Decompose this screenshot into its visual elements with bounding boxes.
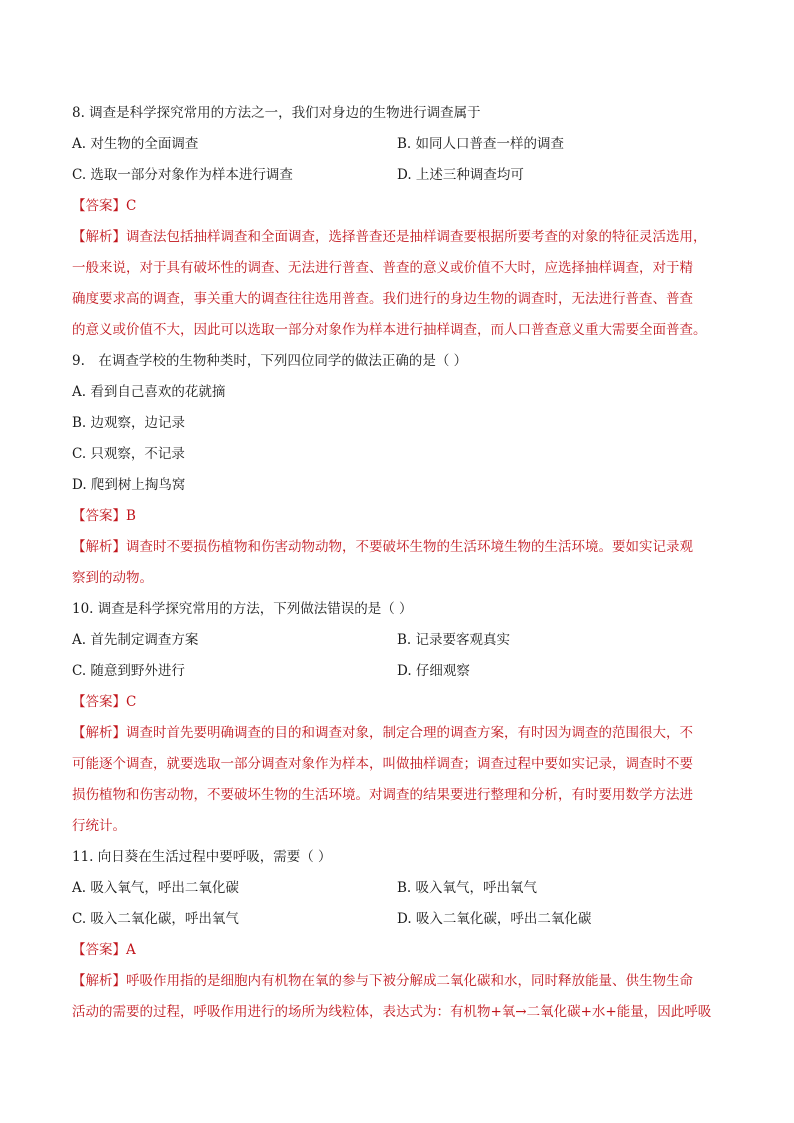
q11-answer [72,935,722,966]
q8-option-b: B. 如同人口普查一样的调查 [397,136,565,152]
analysis-line: 确度要求高的调查，事关重大的调查往往选用普查。我们进行的身边生物的调查时，无法进行普查、普查 [72,291,693,307]
q9-option-b: B. 边观察，边记录 [72,415,186,431]
q9-option-a: A. 看到自己喜欢的花就摘 [72,384,226,400]
q8-option-d: D. 上述三种调查均可 [397,167,524,183]
answer-value: C [126,694,137,710]
analysis-line: 损伤植物和伤害动物，不要破坏生物的生活环境。对调查的结果要进行整理和分析，有时要用数学方法进 [72,787,693,803]
q11-options-row-1 [72,873,722,904]
analysis-line: 的意义或价值不大，因此可以选取一部分对象作为样本进行抽样调查，而人口普查意义重大需要全面普查。 [72,322,707,338]
q9-option-d: D. 爬到树上掏鸟窝 [72,477,186,493]
q8-stem: 8. 调查是科学探究常用的方法之一，我们对身边的生物进行调查属于 [72,105,481,121]
answer-value: B [126,508,136,524]
q8-option-a: A. 对生物的全面调查 [72,136,199,152]
q8-analysis [72,222,722,346]
q8-option-c: C. 选取一部分对象作为样本进行调查 [72,167,293,183]
q11-option-c: C. 吸入二氧化碳，呼出氧气 [72,911,239,927]
q10-option-c: C. 随意到野外进行 [72,663,185,679]
q10-stem: 10. 调查是科学探究常用的方法，下列做法错误的是（ ） [72,601,413,617]
document-page [72,98,722,1028]
q10-analysis [72,718,722,842]
q11-option-d: D. 吸入二氧化碳，呼出二氧化碳 [397,911,592,927]
analysis-line: 行统计。 [72,818,126,834]
q11-options-row-2 [72,904,722,935]
analysis-tag: 【解析】 [72,229,126,245]
q8-options-row-2 [72,160,722,191]
answer-value: A [126,942,136,958]
answer-tag: 【答案】 [72,942,126,958]
answer-tag: 【答案】 [72,198,126,214]
q10-options-row-2 [72,656,722,687]
q10-option-d: D. 仔细观察 [397,663,470,679]
answer-value: C [126,198,137,214]
q9-option-c: C. 只观察，不记录 [72,446,185,462]
answer-tag: 【答案】 [72,694,126,710]
q8-options-row-1 [72,129,722,160]
q11-stem: 11. 向日葵在生活过程中要呼吸，需要（ ） [72,849,332,865]
q11-option-b: B. 吸入氧气，呼出氧气 [397,880,538,896]
q10-option-a: A. 首先制定调查方案 [72,632,199,648]
analysis-line: 察到的动物。 [72,570,153,586]
answer-tag: 【答案】 [72,508,126,524]
q8-answer [72,191,722,222]
q9-stem: 9. 在调查学校的生物种类时，下列四位同学的做法正确的是（ ） [72,353,468,369]
analysis-tag: 【解析】 [72,539,126,555]
q10-answer [72,687,722,718]
analysis-line: 可能逐个调查，就要选取一部分调查对象作为样本，叫做抽样调查；调查过程中要如实记录，调查时不要 [72,756,693,772]
q11-analysis [72,966,722,1028]
analysis-line: 活动的需要的过程，呼吸作用进行的场所为线粒体，表达式为：有机物+氧→二氧化碳+水+能量，因此呼吸 [72,1004,712,1020]
q11-option-a: A. 吸入氧气，呼出二氧化碳 [72,880,239,896]
q9-answer [72,501,722,532]
q10-option-b: B. 记录要客观真实 [397,632,511,648]
analysis-line: 【解析】呼吸作用指的是细胞内有机物在氧的参与下被分解成二氧化碳和水，同时释放能量、供生物生命 [72,973,693,989]
q9-analysis [72,532,722,594]
q10-options-row-1 [72,625,722,656]
analysis-line: 【解析】调查时不要损伤植物和伤害动物动物，不要破坏生物的生活环境生物的生活环境。要如实记录观 [72,539,693,555]
analysis-line: 【解析】调查时首先要明确调查的目的和调查对象，制定合理的调查方案，有时因为调查的范围很大，不 [72,725,693,741]
analysis-tag: 【解析】 [72,725,126,741]
analysis-line: 一般来说，对于具有破坏性的调查、无法进行普查、普查的意义或价值不大时，应选择抽样调查，对于精 [72,260,693,276]
analysis-line: 【解析】调查法包括抽样调查和全面调查，选择普查还是抽样调查要根据所要考查的对象的特征灵活选用， [72,229,707,245]
analysis-tag: 【解析】 [72,973,126,989]
